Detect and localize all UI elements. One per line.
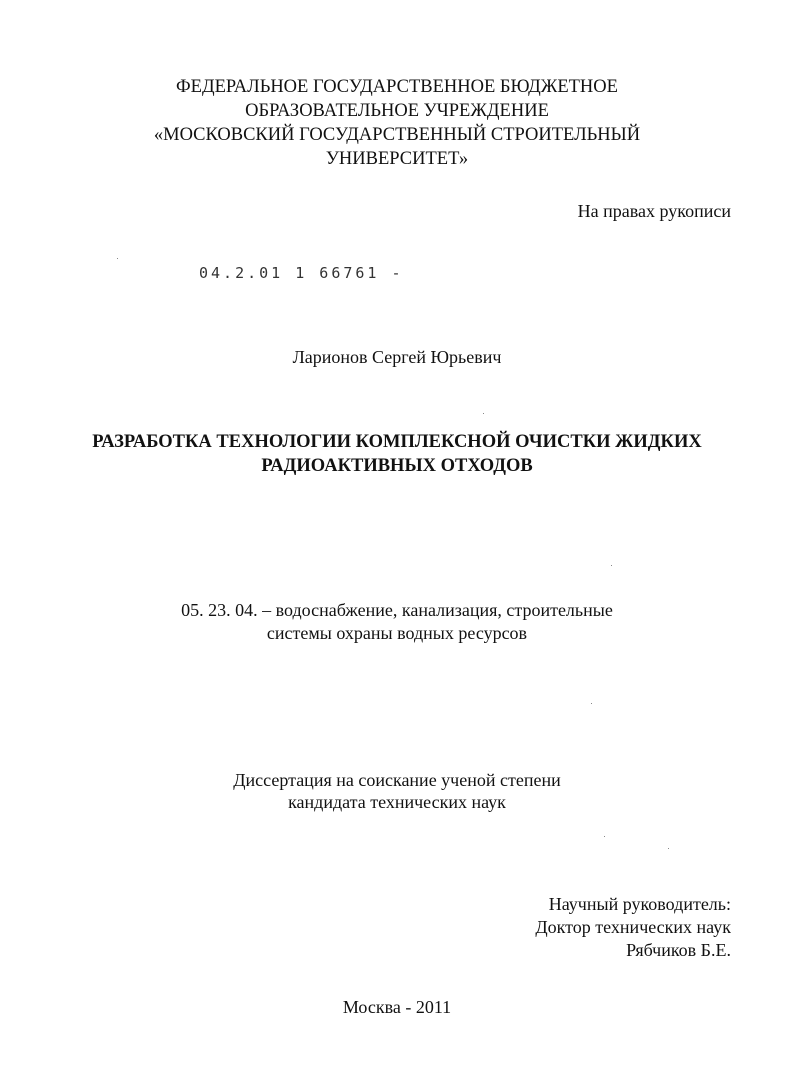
advisor-line: Научный руководитель: [548,894,731,914]
institution-line: «МОСКОВСКИЙ ГОСУДАРСТВЕННЫЙ СТРОИТЕЛЬНЫЙ [153,125,641,145]
institution-line: УНИВЕРСИТЕТ» [325,149,469,169]
scan-speck [591,703,592,704]
title-line: РАЗРАБОТКА ТЕХНОЛОГИИ КОМПЛЕКСНОЙ ОЧИСТКИ ЖИДКИХ [92,432,702,452]
degree-statement [0,769,794,813]
scan-speck [611,565,612,566]
scan-speck [117,258,118,259]
rights-note: На правах рукописи [577,201,731,221]
specialty-line: системы охраны водных ресурсов [266,623,528,643]
city-year: Москва - 2011 [342,997,452,1017]
degree-line: Диссертация на соискание ученой степени [233,770,561,790]
title-line: РАДИОАКТИВНЫХ ОТХОДОВ [261,456,533,476]
institution-line: ФЕДЕРАЛЬНОЕ ГОСУДАРСТВЕННОЕ БЮДЖЕТНОЕ [176,77,618,97]
specialty-line: 05. 23. 04. – водоснабжение, канализация, строительные [181,600,613,620]
institution-header [0,75,794,171]
dissertation-title [0,430,794,478]
author-name: Ларионов Сергей Юрьевич [292,347,502,367]
scientific-advisor [535,893,731,962]
institution-line: ОБРАЗОВАТЕЛЬНОЕ УЧРЕЖДЕНИЕ [245,101,549,121]
specialty-code [0,599,794,645]
advisor-line: Доктор технических наук [535,917,731,937]
advisor-line: Рябчиков Б.Е. [626,940,731,960]
degree-line: кандидата технических наук [288,792,506,812]
archive-stamp-number: 04.2.01 1 66761 - [199,264,404,282]
scan-speck [483,413,484,414]
scan-speck [604,836,605,837]
scan-speck [668,848,669,849]
